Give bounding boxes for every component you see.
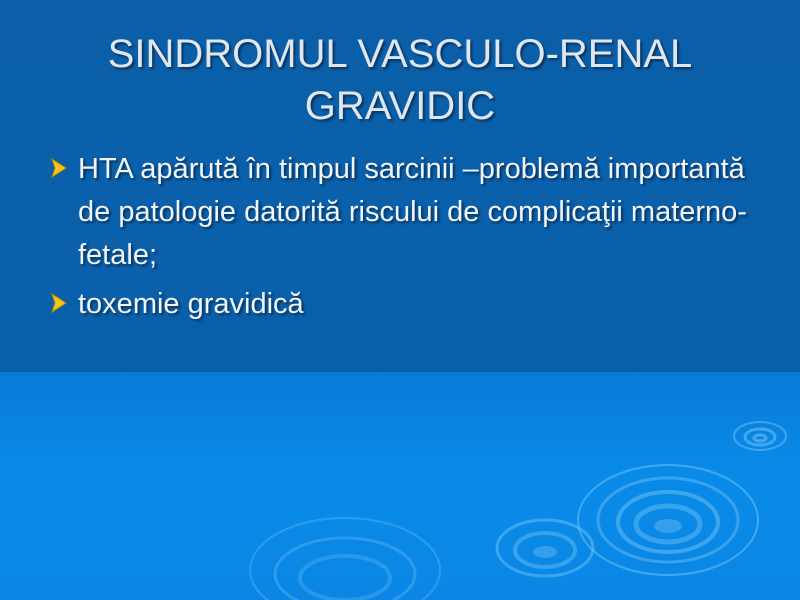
- slide-title-line-1: SINDROMUL VASCULO-RENAL: [107, 32, 693, 76]
- slide-title-line-2: GRAVIDIC: [304, 84, 496, 128]
- bullet-text: toxemie gravidică: [78, 288, 304, 320]
- water-ripple-decoration: [0, 372, 800, 600]
- arrow-right-icon: [50, 292, 68, 314]
- arrow-right-icon: [50, 157, 68, 179]
- bullet-item: [46, 148, 766, 277]
- bullet-list: [46, 148, 766, 332]
- bullet-item: [46, 283, 766, 326]
- slide-title: [40, 28, 760, 132]
- bullet-text: HTA apărută în timpul sarcinii –problemă importantă de patologie datorită riscului de complicaţii materno-fetale;: [78, 153, 747, 271]
